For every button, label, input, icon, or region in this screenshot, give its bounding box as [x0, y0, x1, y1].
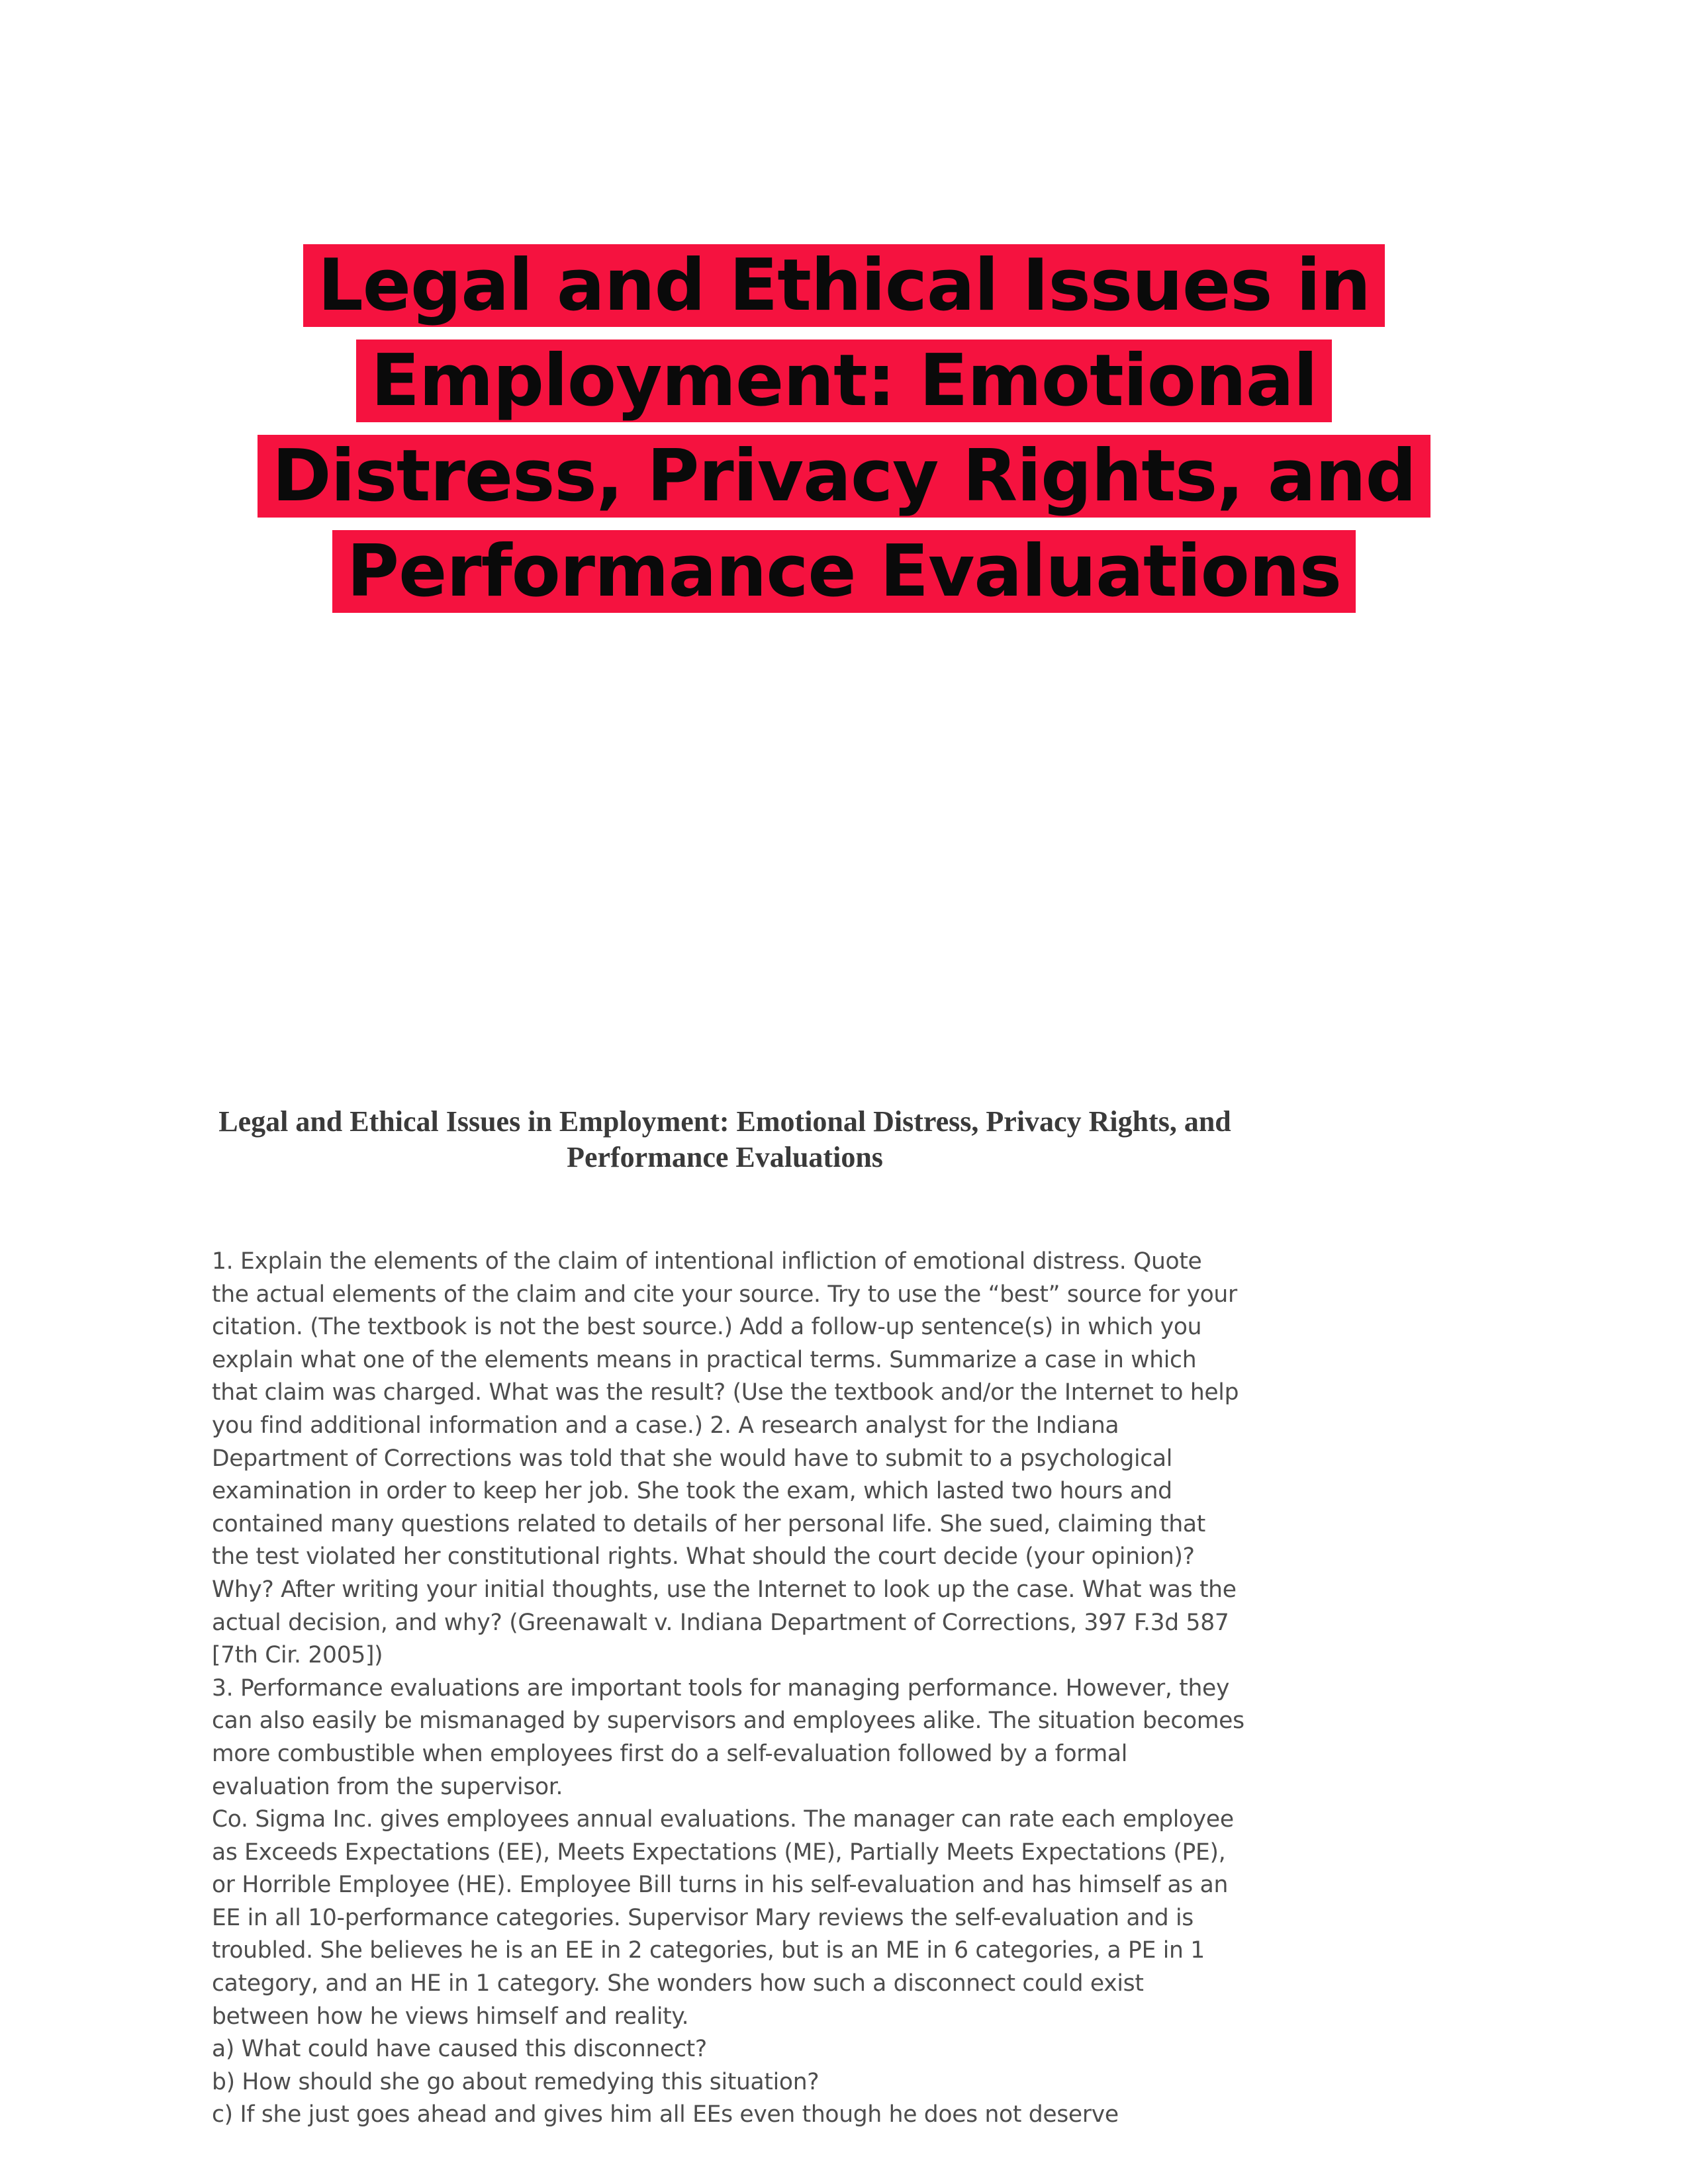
banner-title-text: Legal and Ethical Issues in Employment: Emotional Distress, Privacy Rights, and Performance Evaluations [258, 244, 1430, 613]
document-body [212, 1246, 1244, 2132]
banner-title [192, 238, 1496, 619]
paragraph-questions-1-2: 1. Explain the elements of the claim of intentional infliction of emotional distress. Quote the actual elements of the claim and cite your source. Try to use the “best” source for your citation. (The textbook is not the best source.) Add a follow-up sentence(s) in which you explain what one of the elements means in practical terms. Summarize a case in which that claim was charged. What was the result? (Use the textbook and/or the Internet to help you find additional information and a case.) 2. A research analyst for the Indiana Department of Corrections was told that she would have to submit to a psychological examination in order to keep her job. She took the exam, which lasted two hours and contained many questions related to details of her personal life. She sued, claiming that the test violated her constitutional rights. What should the court decide (your opinion)? Why? After writing your initial thoughts, use the Internet to look up the case. What was the actual decision, and why? (Greenawalt v. Indiana Department of Corrections, 397 F.3d 587 [7th Cir. 2005]) [212, 1248, 1239, 1669]
paragraph-scenario: Co. Sigma Inc. gives employees annual evaluations. The manager can rate each employee as Exceeds Expectations (EE), Meets Expectations (ME), Partially Meets Expectations (PE), or Horrible Employee (HE). Employee Bill turns in his self-evaluation and has himself as an EE in all 10-performance categories. Supervisor Mary reviews the self-evaluation and is troubled. She believes he is an EE in 2 categories, but is an ME in 6 categories, a PE in 1 category, and an HE in 1 category. She wonders how such a disconnect could exist between how he views himself and reality. [212, 1806, 1234, 2030]
subquestion-b: b) How should she go about remedying this situation? [212, 2068, 820, 2095]
subquestion-a: a) What could have caused this disconnect? [212, 2036, 707, 2063]
paragraph-question-3-intro: 3. Performance evaluations are important tools for managing performance. However, they can also easily be mismanaged by supervisors and employees alike. The situation becomes more combustible when employees first do a self-evaluation followed by a formal evaluation from the supervisor. [212, 1674, 1244, 1800]
document-title: Legal and Ethical Issues in Employment: Emotional Distress, Privacy Rights, and Performance Evaluations [218, 1105, 1231, 1173]
subquestion-c: c) If she just goes ahead and gives him all EEs even though he does not deserve [212, 2101, 1119, 2128]
